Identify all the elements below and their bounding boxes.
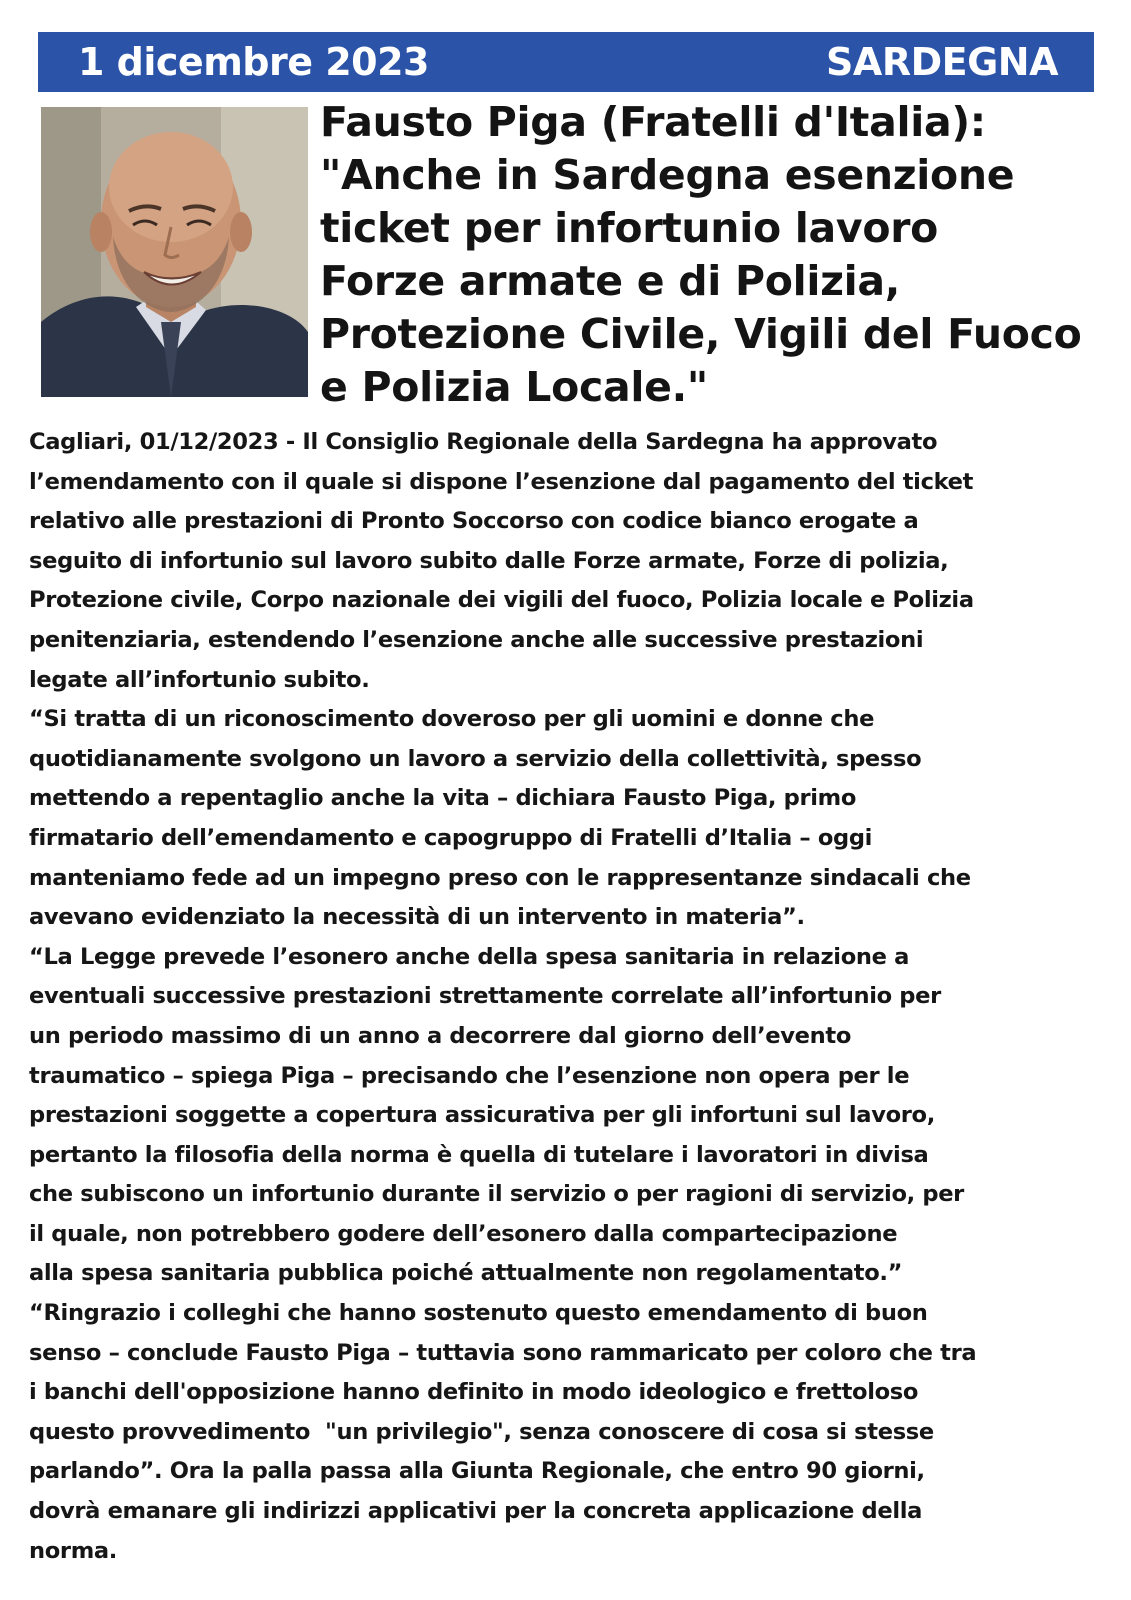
- article-line: un periodo massimo di un anno a decorrere dal giorno dell’evento: [29, 1022, 851, 1049]
- headline-line: Protezione Civile, Vigili del Fuoco: [320, 310, 1082, 358]
- article-line: parlando”. Ora la palla passa alla Giunta Regionale, che entro 90 giorni,: [29, 1458, 925, 1485]
- article-line: Protezione civile, Corpo nazionale dei vigili del fuoco, Polizia locale e Polizia: [29, 587, 974, 614]
- article-line: relativo alle prestazioni di Pronto Soccorso con codice bianco erogate a: [29, 508, 919, 535]
- headline-line: "Anche in Sardegna esenzione: [320, 151, 1015, 199]
- header-banner: [38, 32, 1094, 92]
- article-line: eventuali successive prestazioni strettamente correlate all’infortunio per: [29, 983, 941, 1010]
- headline-line: e Polizia Locale.": [320, 363, 708, 411]
- article-line: dovrà emanare gli indirizzi applicativi per la concreta applicazione della: [29, 1498, 923, 1525]
- article-line: quotidianamente svolgono un lavoro a servizio della collettività, spesso: [29, 745, 922, 772]
- article-line: “Si tratta di un riconoscimento doveroso per gli uomini e donne che: [29, 706, 875, 733]
- article-line: mettendo a repentaglio anche la vita – dichiara Fausto Piga, primo: [29, 785, 857, 812]
- article-line: alla spesa sanitaria pubblica poiché attualmente non regolamentato.”: [29, 1260, 903, 1287]
- headline-line: Forze armate e di Polizia,: [320, 257, 901, 305]
- article-line: che subiscono un infortunio durante il servizio o per ragioni di servizio, per: [29, 1181, 964, 1208]
- article-line: traumatico – spiega Piga – precisando che l’esenzione non opera per le: [29, 1062, 910, 1089]
- portrait-photo: [41, 107, 308, 397]
- headline-line: Fausto Piga (Fratelli d'Italia):: [320, 98, 986, 146]
- article-line: prestazioni soggette a copertura assicurativa per gli infortuni sul lavoro,: [29, 1102, 935, 1129]
- article-line: i banchi dell'opposizione hanno definito in modo ideologico e frettoloso: [29, 1379, 919, 1406]
- article-line: seguito di infortunio sul lavoro subito dalle Forze armate, Forze di polizia,: [29, 547, 949, 574]
- article-line: senso – conclude Fausto Piga – tuttavia sono rammaricato per coloro che tra: [29, 1339, 977, 1366]
- article-line: “La Legge prevede l’esonero anche della spesa sanitaria in relazione a: [29, 943, 909, 970]
- article-line: norma.: [29, 1537, 118, 1564]
- article-line: l’emendamento con il quale si dispone l’esenzione dal pagamento del ticket: [29, 468, 974, 495]
- headline-line: ticket per infortunio lavoro: [320, 204, 938, 252]
- article-line: firmatario dell’emendamento e capogruppo di Fratelli d’Italia – oggi: [29, 824, 873, 851]
- article-line: questo provvedimento "un privilegio", senza conoscere di cosa si stesse: [29, 1418, 934, 1445]
- article-body: [29, 423, 1119, 1571]
- article-line: il quale, non potrebbero godere dell’esonero dalla compartecipazione: [29, 1220, 898, 1247]
- article-line: Cagliari, 01/12/2023 - Il Consiglio Regionale della Sardegna ha approvato: [29, 429, 938, 455]
- portrait-illustration: [41, 107, 308, 397]
- article-line: avevano evidenziato la necessità di un intervento in materia”.: [29, 904, 805, 931]
- article-line: pertanto la filosofia della norma è quella di tutelare i lavoratori in divisa: [29, 1141, 929, 1168]
- publication-date: 1 dicembre 2023: [78, 40, 429, 84]
- article-line: legate all’infortunio subito.: [29, 666, 370, 693]
- article-line: manteniamo fede ad un impegno preso con le rappresentanze sindacali che: [29, 864, 971, 891]
- region-label: SARDEGNA: [826, 40, 1058, 84]
- article-line: penitenziaria, estendendo l’esenzione anche alle successive prestazioni: [29, 626, 924, 653]
- headline: [320, 96, 1120, 414]
- article-line: “Ringrazio i colleghi che hanno sostenuto questo emendamento di buon: [29, 1300, 928, 1327]
